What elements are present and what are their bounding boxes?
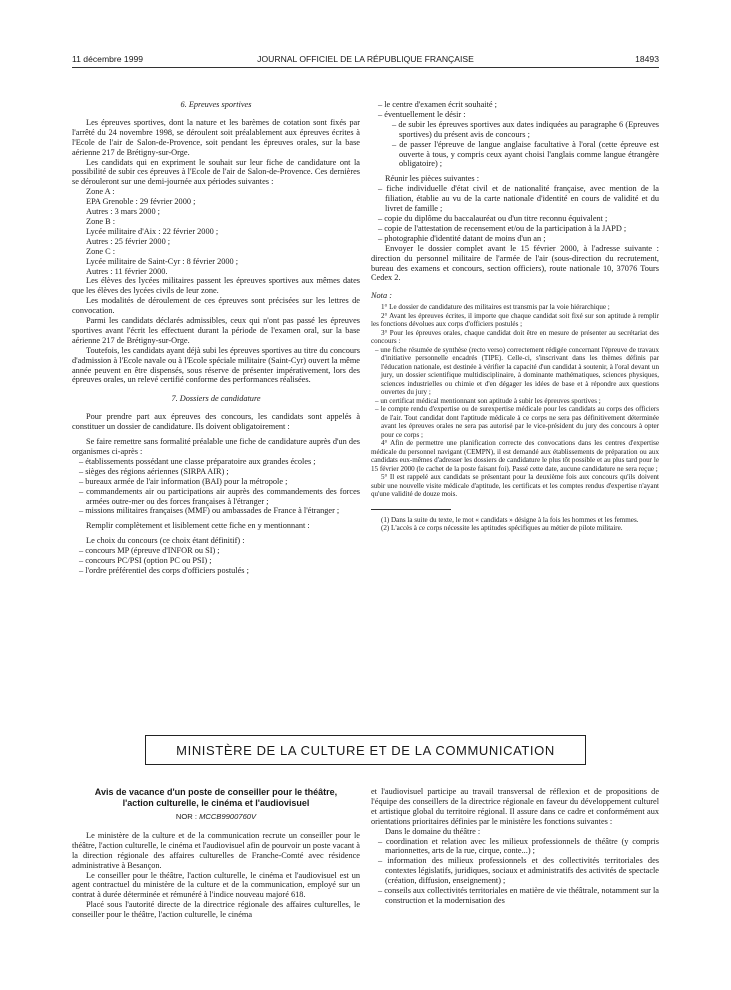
article-title-line-2: l'action culturelle, le cinéma et l'audiovisuel — [122, 797, 310, 808]
nota-item: 3° Pour les épreuves orales, chaque candidat doit être en mesure de présenter au secrétariat des concours : — [371, 328, 659, 346]
nor-reference — [72, 812, 360, 822]
paragraph: Réunir les pièces suivantes : — [385, 174, 480, 184]
paragraph: Dans le domaine du théâtre : — [385, 826, 481, 836]
list-item: – copie du diplôme du baccalauréat ou d'un titre reconnu équivalent ; — [378, 213, 608, 223]
list-item: – conseils aux collectivités territoriales en matière de vie théâtrale, notamment sur la construction et la modernisation des — [378, 886, 659, 905]
list-item: – coordination et relation avec les milieux professionnels de théâtre (y compris marionnettes, arts de la rue, cirque, conte...) ; — [378, 836, 659, 856]
list-item: – photographie d'identité datant de moins d'un an ; — [378, 233, 546, 243]
paragraph: Toutefois, les candidats ayant déjà subi les épreuves sportives au titre du concours d'admission à l'Ecole navale ou à l'Ecole spéciale militaire (Saint-Cyr) ouvert la même année peuvent en être dispensés, sous réserve de présenter impérativement, lors des épreuves orales, un relevé certifié conforme des performances réalisées. — [72, 345, 360, 385]
zone-line: Autres : 3 mars 2000 ; — [86, 207, 160, 217]
list-item: – copie de l'attestation de recensement et/ou de la participation à la JAPD ; — [378, 223, 627, 233]
nota-list-item: – un certificat médical mentionnant son aptitude à subir les épreuves sportives ; — [375, 396, 601, 405]
zone-line: EPA Grenoble : 29 février 2000 ; — [86, 197, 196, 207]
ministry-title: MINISTÈRE DE LA CULTURE ET DE LA COMMUNICATION — [176, 742, 555, 758]
header-journal-title: JOURNAL OFFICIEL DE LA RÉPUBLIQUE FRANÇAISE — [257, 54, 474, 64]
nota-block — [371, 303, 659, 533]
article-title-line-1: Avis de vacance d'un poste de conseiller pour le théâtre, — [94, 787, 338, 797]
header-page-number: 18493 — [635, 54, 659, 64]
paragraph: Remplir complètement et lisiblement cette fiche en y mentionnant : — [86, 521, 310, 531]
paragraph: Envoyer le dossier complet avant le 15 février 2000, à l'adresse suivante : direction du personnel militaire de l'armée de l'air (sous-direction du recrutement, bureau des examens et concours, section officiers), route nationale 10, 37076 Tours Cedex 2. — [371, 243, 659, 283]
list-item: – information des milieux professionnels et des collectivités territoriales des contextes législatifs, juridiques, sociaux et administratifs des activités de spectacle (création, diffusion, enseignement) ; — [378, 856, 659, 886]
paragraph: Placé sous l'autorité directe de la directrice régionale des affaires culturelles, le conseiller pour le théâtre, l'action culturelle, le cinéma — [72, 900, 360, 920]
list-item: – sièges des régions aériennes (SIRPA AIR) ; — [79, 466, 229, 476]
zone-line: Lycée militaire de Saint-Cyr : 8 février 2000 ; — [86, 256, 239, 266]
section-7-title: 7. Dossiers de candidature — [171, 394, 261, 404]
nota-item: 1° Le dossier de candidature des militaires est transmis par la voie hiérarchique ; — [381, 303, 610, 312]
zone-line: Lycée militaire d'Aix : 22 février 2000 ; — [86, 226, 219, 236]
paragraph: Le conseiller pour le théâtre, l'action culturelle, le cinéma et l'audiovisuel est un agent contractuel du ministère de la culture et de la communication, employé sur un contrat à durée déterminée et rémunéré à l'indice nouveau majoré 618. — [72, 870, 360, 900]
paragraph: Les candidats qui en expriment le souhait sur leur fiche de candidature ont la possibilité de subir ces épreuves à l'Ecole de l'air de Salon-de-Provence. Ces dernières se dérouleront sur une demi-journée aux périodes suivantes : — [72, 157, 360, 187]
zone-line: Zone A : — [86, 187, 115, 197]
footnote: (1) Dans la suite du texte, le mot « candidats » désigne à la fois les hommes et les femmes. — [381, 515, 639, 524]
article-left-column — [72, 787, 360, 920]
article-right-column — [371, 787, 659, 906]
ministry-banner — [145, 735, 586, 765]
left-column — [72, 100, 360, 576]
sub-list-item: – de subir les épreuves sportives aux dates indiquées au paragraphe 6 (Epreuves sportives) du présent avis de concours ; — [392, 119, 659, 139]
paragraph: Les élèves des lycées militaires passent les épreuves sportives aux mêmes dates que les élèves des lycées civils de leur zone. — [72, 276, 360, 296]
nota-item: 2° Avant les épreuves écrites, il importe que chaque candidat soit fixé sur son aptitude à remplir les fonctions dévolues aux corps d'officiers postulés ; — [371, 311, 659, 329]
nota-item: 5° Il est rappelé aux candidats se présentant pour la deuxième fois aux concours qu'ils doivent subir une nouvelle visite médicale d'aptitude, les certificats et les comptes rendus d'expertise n'ayant qu'une validité de douze mois. — [371, 473, 659, 499]
list-item: – bureaux armée de l'air information (BAI) pour la métropole ; — [79, 476, 288, 486]
paragraph: Les épreuves sportives, dont la nature et les barèmes de cotation sont fixés par l'arrêté du 24 novembre 1998, se déroulent soit préalablement aux épreuves écrites à l'Ecole de l'air de Salon-de-Provence, soit pendant les épreuves orales, sur la base aérienne 217 de Brétigny-sur-Orge. — [72, 117, 360, 157]
list-item: – établissements possédant une classe préparatoire aux grandes écoles ; — [79, 456, 316, 466]
right-column — [371, 100, 659, 533]
zone-line: Zone C : — [86, 246, 116, 256]
nota-item: 4° Afin de permettre une planification correcte des convocations dans les centres d'expertise médicale du personnel navigant (CEMPN), il est demandé aux établissements de préparation ou aux candidats eux-mêmes d'adresser les dossiers de candidature le plus tôt possible et au plus tard pour le 15 février 2000 (le cachet de la poste faisant foi). Passé cette date, aucune candidature ne sera reçue ; — [371, 439, 659, 473]
list-item: – fiche individuelle d'état civil et de nationalité française, avec mention de la filiation, établie au vu de la carte nationale d'identité en cours de validité et du livret de famille ; — [378, 184, 659, 214]
list-item: – le centre d'examen écrit souhaité ; — [378, 100, 497, 109]
page-header — [72, 54, 659, 68]
zone-line: Autres : 11 février 2000. — [86, 266, 168, 276]
footnote: (2) L'accès à ce corps nécessite les aptitudes spécifiques au métier de pilote militaire. — [381, 524, 623, 533]
paragraph: Se faire remettre sans formalité préalable une fiche de candidature auprès d'un des organismes ci-après : — [72, 437, 360, 456]
list-item: – concours PC/PSI (option PC ou PSI) ; — [79, 556, 212, 566]
list-item: – concours MP (épreuve d'INFOR ou SI) ; — [79, 546, 220, 556]
nota-title: Nota : — [371, 291, 392, 301]
zone-line: Autres : 25 février 2000 ; — [86, 236, 171, 246]
paragraph: Pour prendre part aux épreuves des concours, les candidats sont appelés à constituer un dossier de candidature. Ils doivent obligatoirement : — [72, 412, 360, 432]
list-item: – missions militaires françaises (MMF) ou ambassades de France à l'étranger ; — [79, 506, 340, 516]
header-date: 11 décembre 1999 — [72, 54, 144, 64]
zone-line: Zone B : — [86, 216, 116, 226]
nota-list-item: – le compte rendu d'expertise ou de surexpertise médicale pour les candidats au corps des officiers de l'air. Tout candidat dont l'aptitude médicale à ce corps ne sera pas définitivement déterminée avant les épreuves orales ne sera pas autorisé par le vice-président du jury des concours à opter pour ce corps ; — [375, 405, 659, 439]
section-6-title: 6. Epreuves sportives — [180, 100, 252, 109]
list-item: – l'ordre préférentiel des corps d'officiers postulés ; — [79, 565, 249, 575]
list-item: – éventuellement le désir : — [378, 109, 466, 119]
paragraph: Le ministère de la culture et de la communication recrute un conseiller pour le théâtre, l'action culturelle, le cinéma et l'audiovisuel afin de pourvoir un poste vacant à la direction régionale des affaires culturelles de Franche-Comté avec résidence administrative à Besançon. — [72, 830, 360, 870]
paragraph: Les modalités de déroulement de ces épreuves sont précisées sur les lettres de convocation. — [72, 296, 360, 316]
nota-list-item: – une fiche résumée de synthèse (recto verso) correctement rédigée concernant l'épreuve de travaux d'initiative personnelle encadrés (TIPE). Celle-ci, s'inscrivant dans les thèmes définis par l'éducation nationale, est destinée à vérifier la capacité d'un candidat à soutenir, à l'oral devant un jury, un dossier scientifique multidisciplinaire, à dominante mathématiques, sciences physiques, sciences industrielles ou chimie et d'en dégager les idées de base et à répondre aux questions ouvertes du jury ; — [375, 345, 659, 397]
paragraph: Le choix du concours (ce choix étant définitif) : — [86, 536, 245, 546]
sub-list-item: – de passer l'épreuve de langue anglaise facultative à l'oral (cette épreuve est ouverte à tous, y compris ceux ayant choisi l'anglais comme langue étrangère obligatoire) ; — [392, 139, 659, 169]
nor-code: MCCB9900760V — [199, 812, 257, 821]
header-rule — [72, 67, 659, 68]
footnote-rule — [371, 509, 451, 510]
list-item: – commandements air ou participations air auprès des commandements des forces armées outre-mer ou des forces françaises à l'étranger ; — [79, 486, 360, 506]
paragraph: et l'audiovisuel participe au travail transversal de réflexion et de propositions de l'équipe des conseillers de la directrice régionale en faveur du développement culturel et artistique global du territoire régional. Il assure dans ce cadre et conformément aux orientations prioritaires définies par le ministère les fonctions suivantes : — [371, 787, 659, 826]
paragraph: Parmi les candidats déclarés admissibles, ceux qui n'ont pas passé les épreuves sportives avant l'écrit les effectuent durant la période de l'examen oral, sur la base aérienne 217 de Brétigny-sur-Orge. — [72, 316, 360, 345]
nor-label: NOR : — [175, 812, 197, 821]
